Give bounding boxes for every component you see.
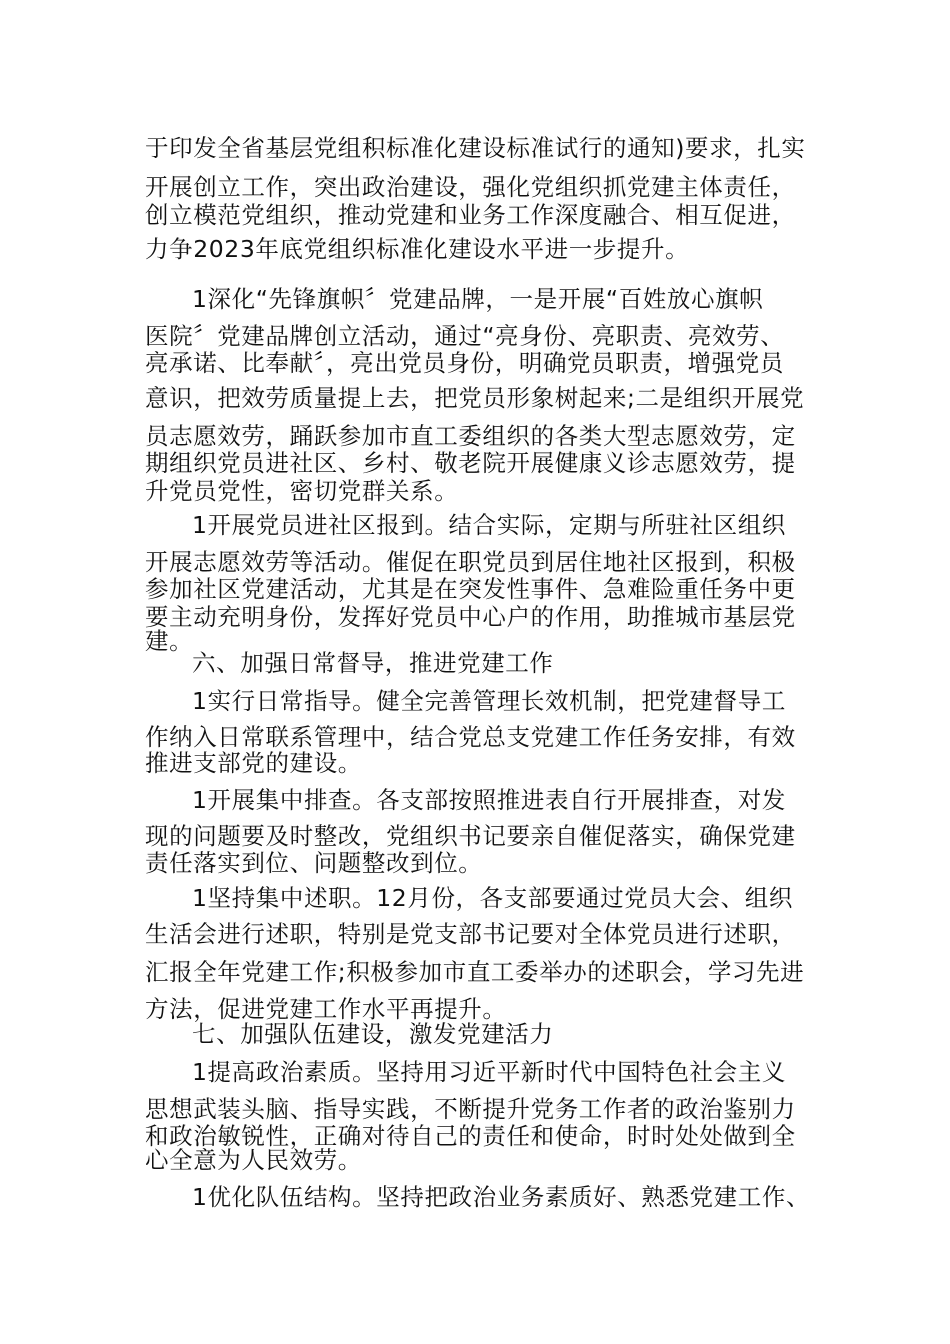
section-heading: 七、加强队伍建设，激发党建活力 bbox=[192, 1020, 554, 1048]
text-line: 汇报全年党建工作;积极参加市直工委举办的述职会，学习先进 bbox=[145, 958, 805, 986]
text-line: 1深化“先锋旗帜〞党建品牌，一是开展“百姓放心旗帜 bbox=[192, 285, 764, 313]
text-line: 思想武装头脑、指导实践，不断提升党务工作者的政治鉴别力 bbox=[145, 1095, 796, 1123]
text-line: 意识，把效劳质量提上去，把党员形象树起来;二是组织开展党 bbox=[145, 384, 805, 412]
text-line: 推进支部党的建设。 bbox=[145, 749, 362, 777]
text-line: 1坚持集中述职。12月份，各支部要通过党员大会、组织 bbox=[192, 884, 793, 912]
text-line: 于印发全省基层党组积标准化建设标准试行的通知)要求，扎实 bbox=[145, 134, 806, 162]
text-line: 医院〞党建品牌创立活动，通过“亮身份、亮职责、亮效劳、 bbox=[145, 322, 785, 350]
text-line: 建。 bbox=[145, 627, 194, 655]
text-line: 方法，促进党建工作水平再提升。 bbox=[145, 995, 507, 1023]
text-line: 期组织党员进社区、乡村、敬老院开展健康义诊志愿效劳，提 bbox=[145, 449, 796, 477]
text-line: 1提高政治素质。坚持用习近平新时代中国特色社会主义 bbox=[192, 1058, 786, 1086]
text-line: 创立模范党组织，推动党建和业务工作深度融合、相互促进， bbox=[145, 201, 796, 229]
text-line: 开展创立工作，突出政治建设，强化党组织抓党建主体责任， bbox=[145, 173, 796, 201]
section-heading: 六、加强日常督导，推进党建工作 bbox=[192, 649, 554, 677]
text-line: 力争2023年底党组织标准化建设水平进一步提升。 bbox=[145, 235, 690, 263]
text-line: 要主动充明身份，发挥好党员中心户的作用，助推城市基层党 bbox=[145, 603, 796, 631]
text-line: 1开展集中排查。各支部按照推进表自行开展排查，对发 bbox=[192, 786, 786, 814]
text-line: 1开展党员进社区报到。结合实际，定期与所驻社区组织 bbox=[192, 511, 786, 539]
text-line: 生活会进行述职，特别是党支部书记要对全体党员进行述职， bbox=[145, 920, 796, 948]
text-line: 和政治敏锐性，正确对待自己的责任和使命，时时处处做到全 bbox=[145, 1122, 796, 1150]
text-line: 1实行日常指导。健全完善管理长效机制，把党建督导工 bbox=[192, 687, 786, 715]
text-line: 亮承诺、比奉献〞，亮出党员身份，明确党员职责，增强党员 bbox=[145, 349, 784, 377]
text-line: 员志愿效劳，踊跃参加市直工委组织的各类大型志愿效劳，定 bbox=[145, 422, 796, 450]
text-line: 作纳入日常联系管理中，结合党总支党建工作任务安排，有效 bbox=[145, 723, 796, 751]
text-line: 1优化队伍结构。坚持把政治业务素质好、熟悉党建工作、 bbox=[192, 1183, 811, 1211]
text-line: 升党员党性，密切党群关系。 bbox=[145, 477, 459, 505]
text-line: 现的问题要及时整改，党组织书记要亲自催促落实，确保党建 bbox=[145, 822, 796, 850]
text-line: 责任落实到位、问题整改到位。 bbox=[145, 849, 483, 877]
text-line: 开展志愿效劳等活动。催促在职党员到居住地社区报到，积极 bbox=[145, 548, 796, 576]
text-line: 心全意为人民效劳。 bbox=[145, 1146, 362, 1174]
text-line: 参加社区党建活动，尤其是在突发性事件、急难险重任务中更 bbox=[145, 575, 796, 603]
